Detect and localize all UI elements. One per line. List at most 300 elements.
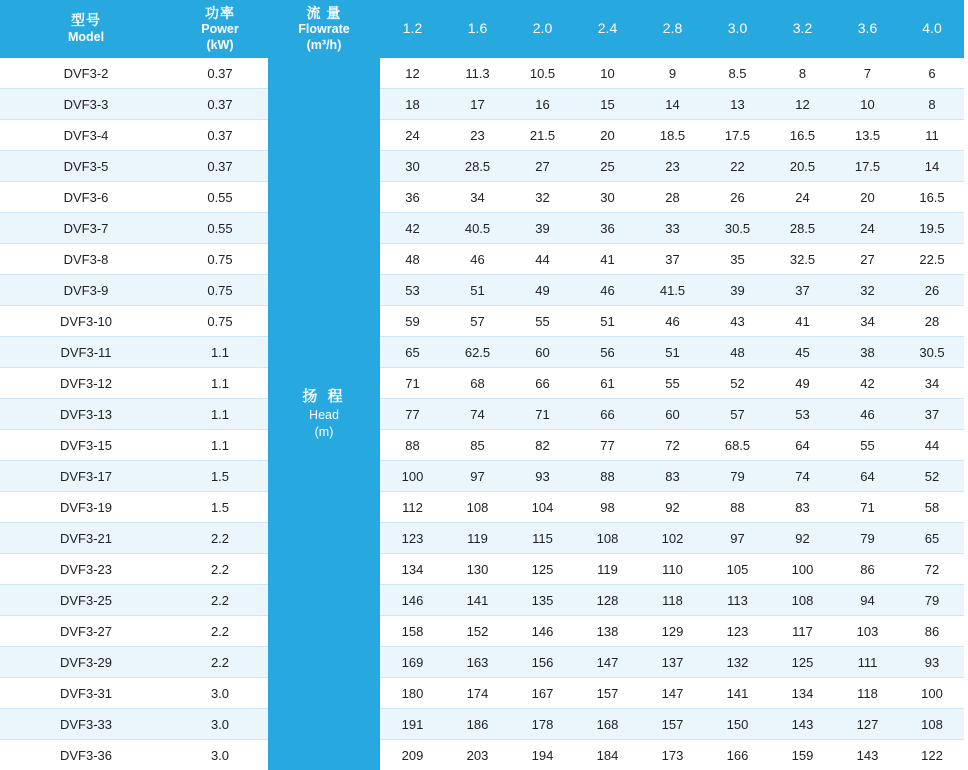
cell-head: 7 bbox=[835, 58, 900, 89]
cell-head: 30.5 bbox=[705, 213, 770, 244]
cell-head: 77 bbox=[575, 430, 640, 461]
cell-head: 36 bbox=[575, 213, 640, 244]
cell-head: 8.5 bbox=[705, 58, 770, 89]
header-flowrate-cn: 流 量 bbox=[268, 5, 380, 23]
cell-head: 42 bbox=[835, 368, 900, 399]
cell-head: 65 bbox=[380, 337, 445, 368]
cell-head: 23 bbox=[640, 151, 705, 182]
cell-head: 147 bbox=[640, 678, 705, 709]
cell-head: 52 bbox=[900, 461, 964, 492]
cell-head: 8 bbox=[770, 58, 835, 89]
cell-head: 163 bbox=[445, 647, 510, 678]
table-row bbox=[0, 89, 964, 120]
cell-head: 128 bbox=[575, 585, 640, 616]
cell-power: 0.37 bbox=[172, 120, 268, 151]
cell-head: 108 bbox=[445, 492, 510, 523]
cell-head: 34 bbox=[445, 182, 510, 213]
header-flow-1: 1.2 bbox=[380, 0, 445, 58]
cell-head: 25 bbox=[575, 151, 640, 182]
cell-head: 30 bbox=[380, 151, 445, 182]
cell-head: 74 bbox=[770, 461, 835, 492]
cell-head: 108 bbox=[900, 709, 964, 740]
cell-head: 51 bbox=[445, 275, 510, 306]
cell-head: 18.5 bbox=[640, 120, 705, 151]
cell-head: 55 bbox=[835, 430, 900, 461]
cell-head: 11.3 bbox=[445, 58, 510, 89]
table-row bbox=[0, 678, 964, 709]
cell-head: 60 bbox=[510, 337, 575, 368]
cell-head: 35 bbox=[705, 244, 770, 275]
cell-head: 111 bbox=[835, 647, 900, 678]
cell-head: 132 bbox=[705, 647, 770, 678]
cell-head: 27 bbox=[510, 151, 575, 182]
cell-power: 2.2 bbox=[172, 585, 268, 616]
cell-head: 19.5 bbox=[900, 213, 964, 244]
cell-head: 36 bbox=[380, 182, 445, 213]
cell-head: 8 bbox=[900, 89, 964, 120]
cell-model: DVF3-2 bbox=[0, 58, 172, 89]
header-head-unit: (m) bbox=[268, 424, 380, 441]
cell-head: 156 bbox=[510, 647, 575, 678]
cell-head: 167 bbox=[510, 678, 575, 709]
cell-head: 86 bbox=[900, 616, 964, 647]
cell-model: DVF3-17 bbox=[0, 461, 172, 492]
cell-head: 24 bbox=[380, 120, 445, 151]
cell-head: 10.5 bbox=[510, 58, 575, 89]
cell-power: 3.0 bbox=[172, 740, 268, 770]
cell-head: 17 bbox=[445, 89, 510, 120]
cell-head: 68.5 bbox=[705, 430, 770, 461]
cell-model: DVF3-9 bbox=[0, 275, 172, 306]
table-row bbox=[0, 585, 964, 616]
cell-head: 37 bbox=[770, 275, 835, 306]
cell-head: 143 bbox=[835, 740, 900, 770]
cell-head: 65 bbox=[900, 523, 964, 554]
cell-power: 3.0 bbox=[172, 709, 268, 740]
cell-head: 38 bbox=[835, 337, 900, 368]
cell-head: 85 bbox=[445, 430, 510, 461]
header-power bbox=[172, 0, 268, 58]
table-row bbox=[0, 182, 964, 213]
cell-model: DVF3-25 bbox=[0, 585, 172, 616]
cell-head: 37 bbox=[900, 399, 964, 430]
cell-head: 83 bbox=[770, 492, 835, 523]
header-flow-5: 2.8 bbox=[640, 0, 705, 58]
header-head-en: Head bbox=[268, 407, 380, 424]
cell-head: 57 bbox=[445, 306, 510, 337]
cell-power: 2.2 bbox=[172, 616, 268, 647]
cell-head: 13 bbox=[705, 89, 770, 120]
cell-model: DVF3-23 bbox=[0, 554, 172, 585]
cell-head: 122 bbox=[900, 740, 964, 770]
cell-head: 118 bbox=[640, 585, 705, 616]
table-row bbox=[0, 554, 964, 585]
cell-head: 83 bbox=[640, 461, 705, 492]
cell-head: 194 bbox=[510, 740, 575, 770]
cell-head: 39 bbox=[705, 275, 770, 306]
table-row bbox=[0, 120, 964, 151]
cell-head: 143 bbox=[770, 709, 835, 740]
cell-head: 12 bbox=[380, 58, 445, 89]
header-model-en: Model bbox=[0, 30, 172, 46]
cell-head: 113 bbox=[705, 585, 770, 616]
table-row bbox=[0, 461, 964, 492]
table-row bbox=[0, 337, 964, 368]
cell-head: 146 bbox=[380, 585, 445, 616]
cell-head: 108 bbox=[575, 523, 640, 554]
cell-head: 34 bbox=[835, 306, 900, 337]
cell-head: 79 bbox=[705, 461, 770, 492]
cell-model: DVF3-36 bbox=[0, 740, 172, 770]
header-flow-4: 2.4 bbox=[575, 0, 640, 58]
cell-head: 14 bbox=[640, 89, 705, 120]
cell-head: 17.5 bbox=[835, 151, 900, 182]
cell-power: 0.75 bbox=[172, 275, 268, 306]
cell-head: 9 bbox=[640, 58, 705, 89]
cell-head: 30.5 bbox=[900, 337, 964, 368]
cell-head: 125 bbox=[770, 647, 835, 678]
cell-head: 125 bbox=[510, 554, 575, 585]
cell-head: 59 bbox=[380, 306, 445, 337]
cell-head: 56 bbox=[575, 337, 640, 368]
cell-head: 169 bbox=[380, 647, 445, 678]
cell-head: 152 bbox=[445, 616, 510, 647]
cell-head: 46 bbox=[575, 275, 640, 306]
cell-head: 42 bbox=[380, 213, 445, 244]
header-power-cn: 功率 bbox=[172, 5, 268, 23]
cell-head: 41 bbox=[575, 244, 640, 275]
cell-head: 82 bbox=[510, 430, 575, 461]
cell-head: 17.5 bbox=[705, 120, 770, 151]
header-power-en: Power bbox=[172, 22, 268, 38]
cell-head: 88 bbox=[705, 492, 770, 523]
cell-head: 24 bbox=[770, 182, 835, 213]
cell-head: 71 bbox=[835, 492, 900, 523]
cell-head: 49 bbox=[510, 275, 575, 306]
cell-head: 13.5 bbox=[835, 120, 900, 151]
table-row bbox=[0, 709, 964, 740]
cell-head: 88 bbox=[380, 430, 445, 461]
cell-head: 53 bbox=[380, 275, 445, 306]
cell-model: DVF3-29 bbox=[0, 647, 172, 678]
table-row bbox=[0, 616, 964, 647]
cell-head: 28 bbox=[640, 182, 705, 213]
cell-head: 12 bbox=[770, 89, 835, 120]
cell-head: 203 bbox=[445, 740, 510, 770]
cell-head: 51 bbox=[640, 337, 705, 368]
cell-head: 72 bbox=[640, 430, 705, 461]
cell-model: DVF3-11 bbox=[0, 337, 172, 368]
cell-head: 159 bbox=[770, 740, 835, 770]
cell-head: 26 bbox=[900, 275, 964, 306]
cell-head: 93 bbox=[510, 461, 575, 492]
cell-power: 1.1 bbox=[172, 337, 268, 368]
header-head-column bbox=[268, 58, 380, 770]
cell-power: 1.1 bbox=[172, 430, 268, 461]
cell-head: 130 bbox=[445, 554, 510, 585]
cell-head: 55 bbox=[510, 306, 575, 337]
cell-head: 180 bbox=[380, 678, 445, 709]
cell-head: 48 bbox=[705, 337, 770, 368]
cell-model: DVF3-27 bbox=[0, 616, 172, 647]
table-body bbox=[0, 58, 964, 770]
cell-head: 74 bbox=[445, 399, 510, 430]
cell-head: 60 bbox=[640, 399, 705, 430]
cell-head: 28 bbox=[900, 306, 964, 337]
cell-head: 77 bbox=[380, 399, 445, 430]
cell-head: 22 bbox=[705, 151, 770, 182]
cell-head: 48 bbox=[380, 244, 445, 275]
table-row bbox=[0, 58, 964, 89]
cell-head: 53 bbox=[770, 399, 835, 430]
cell-model: DVF3-31 bbox=[0, 678, 172, 709]
cell-model: DVF3-5 bbox=[0, 151, 172, 182]
table-row bbox=[0, 151, 964, 182]
cell-head: 112 bbox=[380, 492, 445, 523]
table-row bbox=[0, 368, 964, 399]
cell-head: 40.5 bbox=[445, 213, 510, 244]
cell-model: DVF3-33 bbox=[0, 709, 172, 740]
cell-head: 173 bbox=[640, 740, 705, 770]
cell-head: 20 bbox=[575, 120, 640, 151]
cell-head: 174 bbox=[445, 678, 510, 709]
cell-head: 129 bbox=[640, 616, 705, 647]
cell-head: 18 bbox=[380, 89, 445, 120]
cell-head: 178 bbox=[510, 709, 575, 740]
cell-head: 108 bbox=[770, 585, 835, 616]
cell-model: DVF3-3 bbox=[0, 89, 172, 120]
cell-head: 123 bbox=[705, 616, 770, 647]
cell-head: 55 bbox=[640, 368, 705, 399]
cell-head: 33 bbox=[640, 213, 705, 244]
header-flowrate bbox=[268, 0, 380, 58]
cell-head: 127 bbox=[835, 709, 900, 740]
cell-head: 68 bbox=[445, 368, 510, 399]
cell-head: 44 bbox=[510, 244, 575, 275]
cell-power: 0.37 bbox=[172, 89, 268, 120]
table-row bbox=[0, 213, 964, 244]
cell-head: 135 bbox=[510, 585, 575, 616]
cell-head: 41.5 bbox=[640, 275, 705, 306]
cell-power: 0.55 bbox=[172, 213, 268, 244]
cell-head: 79 bbox=[900, 585, 964, 616]
cell-head: 61 bbox=[575, 368, 640, 399]
cell-head: 49 bbox=[770, 368, 835, 399]
cell-head: 93 bbox=[900, 647, 964, 678]
cell-head: 110 bbox=[640, 554, 705, 585]
header-flowrate-unit: (m³/h) bbox=[268, 38, 380, 54]
table-row bbox=[0, 492, 964, 523]
cell-head: 51 bbox=[575, 306, 640, 337]
cell-head: 37 bbox=[640, 244, 705, 275]
cell-head: 24 bbox=[835, 213, 900, 244]
header-flow-2: 1.6 bbox=[445, 0, 510, 58]
cell-model: DVF3-4 bbox=[0, 120, 172, 151]
cell-power: 0.55 bbox=[172, 182, 268, 213]
header-flow-9: 4.0 bbox=[900, 0, 964, 58]
cell-head: 22.5 bbox=[900, 244, 964, 275]
cell-head: 16.5 bbox=[900, 182, 964, 213]
cell-model: DVF3-19 bbox=[0, 492, 172, 523]
cell-head: 100 bbox=[770, 554, 835, 585]
cell-head: 72 bbox=[900, 554, 964, 585]
table-row bbox=[0, 275, 964, 306]
cell-power: 1.1 bbox=[172, 399, 268, 430]
header-flow-3: 2.0 bbox=[510, 0, 575, 58]
cell-head: 134 bbox=[380, 554, 445, 585]
cell-head: 115 bbox=[510, 523, 575, 554]
table-header-row bbox=[0, 0, 964, 58]
cell-head: 57 bbox=[705, 399, 770, 430]
cell-head: 39 bbox=[510, 213, 575, 244]
cell-head: 52 bbox=[705, 368, 770, 399]
cell-head: 46 bbox=[445, 244, 510, 275]
cell-head: 11 bbox=[900, 120, 964, 151]
header-flow-8: 3.6 bbox=[835, 0, 900, 58]
table-row bbox=[0, 244, 964, 275]
cell-model: DVF3-6 bbox=[0, 182, 172, 213]
cell-head: 44 bbox=[900, 430, 964, 461]
cell-head: 141 bbox=[445, 585, 510, 616]
cell-head: 102 bbox=[640, 523, 705, 554]
cell-head: 41 bbox=[770, 306, 835, 337]
cell-head: 71 bbox=[380, 368, 445, 399]
header-flowrate-en: Flowrate bbox=[268, 22, 380, 38]
header-head-cn: 扬 程 bbox=[268, 387, 380, 407]
table-row bbox=[0, 523, 964, 554]
cell-head: 66 bbox=[575, 399, 640, 430]
cell-head: 209 bbox=[380, 740, 445, 770]
cell-head: 150 bbox=[705, 709, 770, 740]
cell-head: 157 bbox=[640, 709, 705, 740]
cell-power: 0.75 bbox=[172, 244, 268, 275]
cell-head: 186 bbox=[445, 709, 510, 740]
cell-head: 32 bbox=[835, 275, 900, 306]
cell-head: 103 bbox=[835, 616, 900, 647]
cell-head: 97 bbox=[445, 461, 510, 492]
header-power-unit: (kW) bbox=[172, 38, 268, 54]
cell-head: 20.5 bbox=[770, 151, 835, 182]
cell-head: 100 bbox=[900, 678, 964, 709]
cell-head: 79 bbox=[835, 523, 900, 554]
cell-head: 58 bbox=[900, 492, 964, 523]
cell-model: DVF3-15 bbox=[0, 430, 172, 461]
cell-head: 64 bbox=[770, 430, 835, 461]
cell-head: 88 bbox=[575, 461, 640, 492]
cell-head: 141 bbox=[705, 678, 770, 709]
cell-head: 23 bbox=[445, 120, 510, 151]
cell-head: 46 bbox=[835, 399, 900, 430]
cell-head: 64 bbox=[835, 461, 900, 492]
cell-head: 10 bbox=[575, 58, 640, 89]
cell-head: 28.5 bbox=[770, 213, 835, 244]
cell-head: 26 bbox=[705, 182, 770, 213]
cell-power: 2.2 bbox=[172, 647, 268, 678]
cell-head: 123 bbox=[380, 523, 445, 554]
cell-head: 157 bbox=[575, 678, 640, 709]
cell-head: 30 bbox=[575, 182, 640, 213]
cell-power: 0.37 bbox=[172, 151, 268, 182]
cell-head: 46 bbox=[640, 306, 705, 337]
cell-power: 2.2 bbox=[172, 523, 268, 554]
header-model-cn: 型号 bbox=[0, 12, 172, 30]
header-flow-6: 3.0 bbox=[705, 0, 770, 58]
cell-head: 134 bbox=[770, 678, 835, 709]
cell-head: 43 bbox=[705, 306, 770, 337]
cell-power: 0.75 bbox=[172, 306, 268, 337]
header-model bbox=[0, 0, 172, 58]
cell-model: DVF3-13 bbox=[0, 399, 172, 430]
cell-head: 105 bbox=[705, 554, 770, 585]
cell-head: 27 bbox=[835, 244, 900, 275]
cell-head: 158 bbox=[380, 616, 445, 647]
cell-head: 166 bbox=[705, 740, 770, 770]
cell-head: 119 bbox=[445, 523, 510, 554]
cell-head: 92 bbox=[770, 523, 835, 554]
cell-head: 62.5 bbox=[445, 337, 510, 368]
table-row bbox=[0, 740, 964, 770]
cell-model: DVF3-21 bbox=[0, 523, 172, 554]
cell-head: 119 bbox=[575, 554, 640, 585]
cell-head: 168 bbox=[575, 709, 640, 740]
cell-head: 97 bbox=[705, 523, 770, 554]
cell-head: 45 bbox=[770, 337, 835, 368]
cell-head: 191 bbox=[380, 709, 445, 740]
cell-head: 146 bbox=[510, 616, 575, 647]
cell-head: 117 bbox=[770, 616, 835, 647]
cell-power: 2.2 bbox=[172, 554, 268, 585]
table-row bbox=[0, 647, 964, 678]
table-row bbox=[0, 306, 964, 337]
header-flow-7: 3.2 bbox=[770, 0, 835, 58]
cell-head: 20 bbox=[835, 182, 900, 213]
cell-head: 71 bbox=[510, 399, 575, 430]
cell-head: 16.5 bbox=[770, 120, 835, 151]
cell-head: 184 bbox=[575, 740, 640, 770]
cell-head: 94 bbox=[835, 585, 900, 616]
cell-power: 1.5 bbox=[172, 461, 268, 492]
cell-head: 34 bbox=[900, 368, 964, 399]
cell-head: 100 bbox=[380, 461, 445, 492]
cell-head: 98 bbox=[575, 492, 640, 523]
cell-head: 138 bbox=[575, 616, 640, 647]
cell-head: 92 bbox=[640, 492, 705, 523]
cell-model: DVF3-10 bbox=[0, 306, 172, 337]
cell-head: 6 bbox=[900, 58, 964, 89]
cell-power: 0.37 bbox=[172, 58, 268, 89]
cell-head: 28.5 bbox=[445, 151, 510, 182]
cell-power: 1.5 bbox=[172, 492, 268, 523]
cell-head: 137 bbox=[640, 647, 705, 678]
cell-model: DVF3-8 bbox=[0, 244, 172, 275]
cell-head: 16 bbox=[510, 89, 575, 120]
cell-head: 21.5 bbox=[510, 120, 575, 151]
cell-head: 86 bbox=[835, 554, 900, 585]
cell-head: 32.5 bbox=[770, 244, 835, 275]
cell-head: 66 bbox=[510, 368, 575, 399]
table-row bbox=[0, 399, 964, 430]
table-row bbox=[0, 430, 964, 461]
cell-head: 10 bbox=[835, 89, 900, 120]
cell-model: DVF3-7 bbox=[0, 213, 172, 244]
cell-power: 3.0 bbox=[172, 678, 268, 709]
cell-head: 118 bbox=[835, 678, 900, 709]
cell-power: 1.1 bbox=[172, 368, 268, 399]
cell-model: DVF3-12 bbox=[0, 368, 172, 399]
cell-head: 147 bbox=[575, 647, 640, 678]
cell-head: 15 bbox=[575, 89, 640, 120]
cell-head: 104 bbox=[510, 492, 575, 523]
